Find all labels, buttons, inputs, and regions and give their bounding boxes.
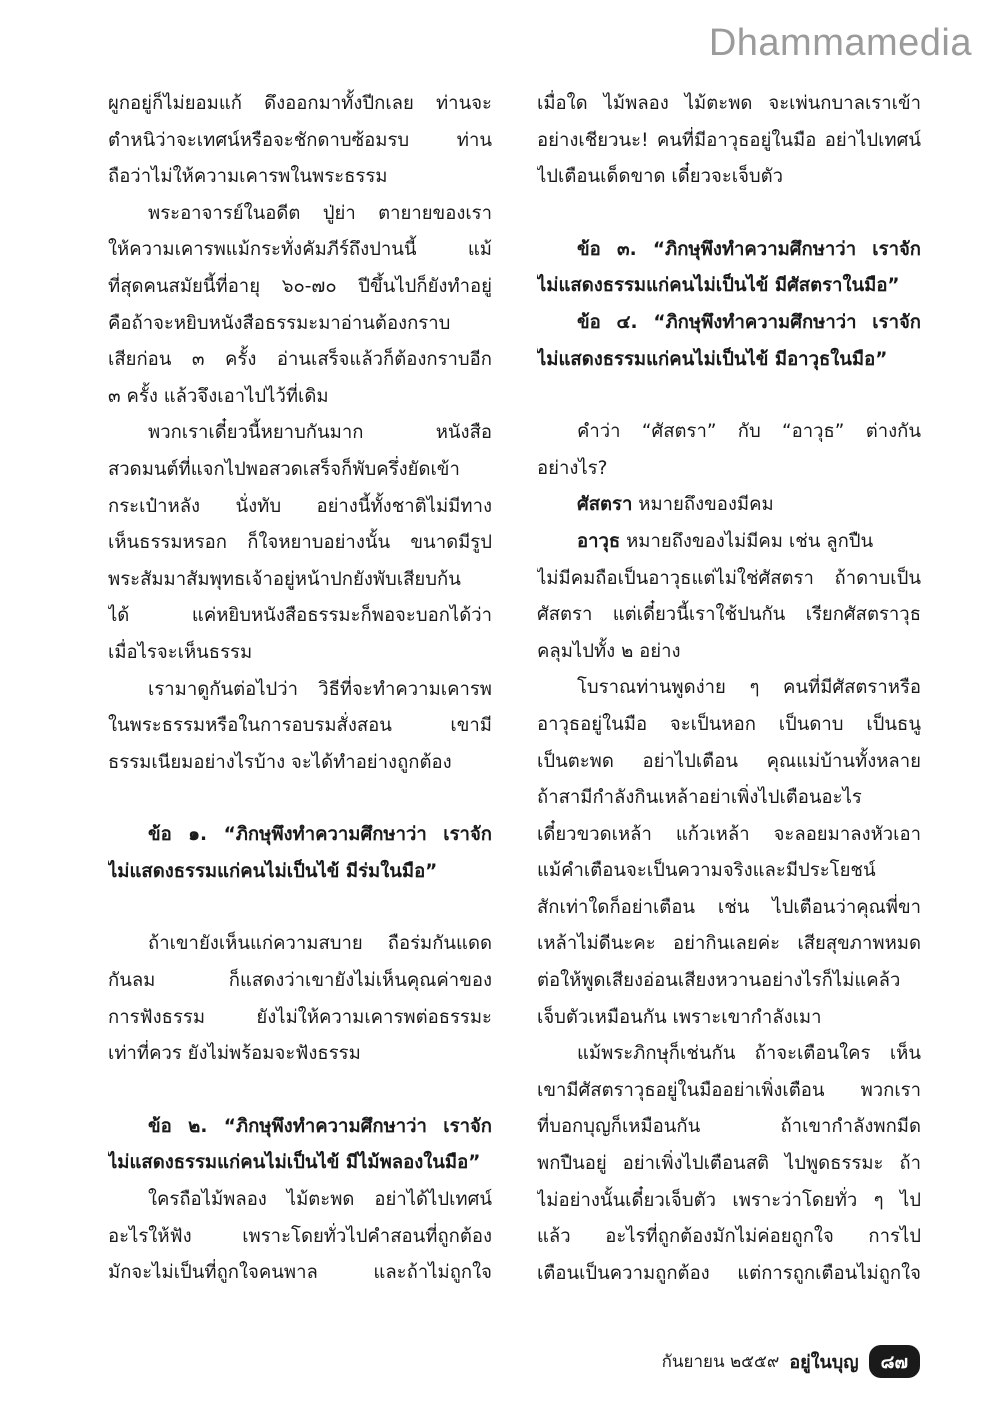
text-line: คำว่า “ศัสตรา” กับ “อาวุธ” ต่างกัน — [577, 421, 921, 443]
text-line: พกปืนอยู่ อย่าเพิ่งไปเตือนสติ ไปพูดธรรมะ ถ้า — [537, 1153, 921, 1175]
rule-heading: ข้อ ๑. “ภิกษุพึงทำความศึกษาว่า เราจัก — [148, 824, 492, 846]
text-line: เรามาดูกันต่อไปว่า วิธีที่จะทำความเคารพ — [148, 678, 492, 700]
rule-heading: ข้อ ๔. “ภิกษุพึงทำความศึกษาว่า เราจัก — [577, 311, 921, 333]
definition-line — [537, 524, 921, 561]
term-awut: อาวุธ — [577, 530, 621, 552]
text-line: เท่าที่ควร ยังไม่พร้อมจะฟังธรรม — [108, 1043, 361, 1065]
text-line: พระอาจารย์ในอดีต ปู่ย่า ตายายของเรา — [148, 202, 492, 224]
text-line: เขามีศัสตราวุธอยู่ในมืออย่าเพิ่งเตือน พวกเรา — [537, 1079, 921, 1101]
rule-heading: ไม่แสดงธรรมแก่คนไม่เป็นไข้ มีอาวุธในมือ” — [537, 348, 888, 370]
text-line: เมื่อไรจะเห็นธรรม — [108, 641, 253, 663]
text-line: เตือนเป็นความถูกต้อง แต่การถูกเตือนไม่ถูกใจ — [537, 1262, 921, 1284]
rule-heading: ข้อ ๒. “ภิกษุพึงทำความศึกษาว่า เราจัก — [148, 1115, 492, 1137]
text-line: ที่บอกบุญก็เหมือนกัน ถ้าเขากำลังพกมีด — [537, 1116, 921, 1138]
page-footer — [662, 1345, 920, 1378]
text-line: ถ้าสามีกำลังกินเหล้าอย่าเพิ่งไปเตือนอะไร — [537, 787, 862, 809]
text-line: อย่างเชียวนะ! คนที่มีอาวุธอยู่ในมือ อย่าไปเทศน์ — [537, 129, 921, 151]
text-line: ผูกอยู่ก็ไม่ยอมแก้ ดึงออกมาทั้งปีกเลย ท่านจะ — [108, 93, 492, 114]
text-line: ถ้าเขายังเห็นแก่ความสบาย ถือร่มกันแดด — [148, 933, 492, 955]
page-number: ๘๗ — [869, 1345, 920, 1378]
rule-heading: ข้อ ๓. “ภิกษุพึงทำความศึกษาว่า เราจัก — [577, 238, 921, 260]
term-sattra: ศัสตรา — [577, 494, 633, 516]
text-line: ไม่มีคมถือเป็นอาวุธแต่ไม่ใช่ศัสตรา ถ้าดาบเป็น — [537, 567, 921, 589]
text-line: ให้ความเคารพแม้กระทั่งคัมภีร์ถึงปานนี้ แม้ — [108, 239, 492, 261]
text-line: สักเท่าใดก็อย่าเตือน เช่น ไปเตือนว่าคุณพี่ขา — [537, 896, 921, 918]
text-line: ในพระธรรมหรือในการอบรมสั่งสอน เขามี — [108, 715, 492, 737]
text-line: โบราณท่านพูดง่าย ๆ คนที่มีศัสตราหรือ — [577, 677, 921, 699]
text-line: แล้ว อะไรที่ถูกต้องมักไม่ค่อยถูกใจ การไป — [537, 1226, 921, 1248]
text-line: ได้ แค่หยิบหนังสือธรรมะก็พอจะบอกได้ว่า — [108, 605, 492, 627]
definition-text: หมายถึงของมีคม — [638, 494, 774, 516]
right-column — [537, 86, 921, 1292]
rule-heading: ไม่แสดงธรรมแก่คนไม่เป็นไข้ มีศัสตราในมือ” — [537, 275, 900, 297]
text-line: ตำหนิว่าจะเทศน์หรือจะชักดาบซ้อมรบ ท่าน — [108, 129, 492, 151]
text-line: เหล้าไม่ดีนะคะ อย่ากินเลยค่ะ เสียสุขภาพหมด — [537, 933, 921, 955]
definition-text: หมายถึงของไม่มีคม เช่น ลูกปืน — [626, 530, 874, 552]
text-line: พระสัมมาสัมพุทธเจ้าอยู่หน้าปกยังพับเสียบก้น — [108, 568, 461, 590]
text-line: ที่สุดคนสมัยนี้ที่อายุ ๖๐-๗๐ ปีขึ้นไปก็ยังทำอยู่ — [108, 275, 492, 297]
magazine-name: อยู่ในบุญ — [789, 1352, 859, 1373]
text-line: เมื่อใด ไม้พลอง ไม้ตะพด จะเพ่นกบาลเราเข้า — [537, 93, 921, 114]
text-line: แม้คำเตือนจะเป็นความจริงและมีประโยชน์ — [537, 860, 876, 882]
definition-line — [537, 487, 921, 524]
text-line: เดี๋ยวขวดเหล้า แก้วเหล้า จะลอยมาลงหัวเอา — [537, 823, 921, 845]
text-line: การฟังธรรม ยังไม่ให้ความเคารพต่อธรรมะ — [108, 1006, 492, 1028]
text-line: ใครถือไม้พลอง ไม้ตะพด อย่าได้ไปเทศน์ — [148, 1189, 492, 1211]
text-line: เห็นธรรมหรอก ก็ใจหยาบอย่างนั้น ขนาดมีรูป — [108, 532, 492, 554]
text-line: เจ็บตัวเหมือนกัน เพราะเขากำลังเมา — [537, 1006, 822, 1028]
text-line: พวกเราเดี๋ยวนี้หยาบกันมาก หนังสือ — [148, 422, 492, 444]
left-column — [108, 86, 492, 1292]
text-line: ๓ ครั้ง แล้วจึงเอาไปไว้ที่เดิม — [108, 385, 329, 407]
text-line: สวดมนต์ที่แจกไปพอสวดเสร็จก็พับครึ่งยัดเข้า — [108, 458, 460, 480]
issue-date: กันยายน ๒๕๕๙ — [661, 1352, 780, 1372]
text-line: ถือว่าไม่ให้ความเคารพในพระธรรม — [108, 166, 388, 188]
text-line: ศัสตรา แต่เดี๋ยวนี้เราใช้ปนกัน เรียกศัสตราวุธ — [537, 604, 921, 626]
text-line: เป็นตะพด อย่าไปเตือน คุณแม่บ้านทั้งหลาย — [537, 750, 921, 772]
rule-heading: ไม่แสดงธรรมแก่คนไม่เป็นไข้ มีไม้พลองในมือ” — [108, 1152, 481, 1174]
text-line: อะไรให้ฟัง เพราะโดยทั่วไปคำสอนที่ถูกต้อง — [108, 1225, 492, 1247]
text-line: แม้พระภิกษุก็เช่นกัน ถ้าจะเตือนใคร เห็น — [577, 1043, 921, 1065]
text-line: คลุมไปทั้ง ๒ อย่าง — [537, 640, 681, 662]
text-line: อย่างไร? — [537, 457, 608, 479]
text-line: มักจะไม่เป็นที่ถูกใจคนพาล และถ้าไม่ถูกใจ — [108, 1262, 492, 1284]
text-line: ไม่อย่างนั้นเดี๋ยวเจ็บตัว เพราะว่าโดยทั่ว ๆ ไป — [537, 1189, 921, 1211]
text-line: ธรรมเนียมอย่างไรบ้าง จะได้ทำอย่างถูกต้อง — [108, 751, 452, 773]
rule-heading: ไม่แสดงธรรมแก่คนไม่เป็นไข้ มีร่มในมือ” — [108, 860, 438, 882]
text-line: เสียก่อน ๓ ครั้ง อ่านเสร็จแล้วก็ต้องกราบอีก — [108, 349, 492, 371]
text-line: ไปเตือนเด็ดขาด เดี๋ยวจะเจ็บตัว — [537, 166, 784, 188]
text-line: กระเป๋าหลัง นั่งทับ อย่างนี้ทั้งชาติไม่มีทาง — [108, 495, 492, 517]
text-line: กันลม ก็แสดงว่าเขายังไม่เห็นคุณค่าของ — [108, 970, 492, 992]
brand-title: Dhammamedia — [708, 22, 972, 64]
text-line: อาวุธอยู่ในมือ จะเป็นหอก เป็นดาบ เป็นธนู — [537, 713, 921, 735]
text-line: คือถ้าจะหยิบหนังสือธรรมะมาอ่านต้องกราบ — [108, 312, 451, 334]
text-line: ต่อให้พูดเสียงอ่อนเสียงหวานอย่างไรก็ไม่แคล้ว — [537, 970, 901, 992]
